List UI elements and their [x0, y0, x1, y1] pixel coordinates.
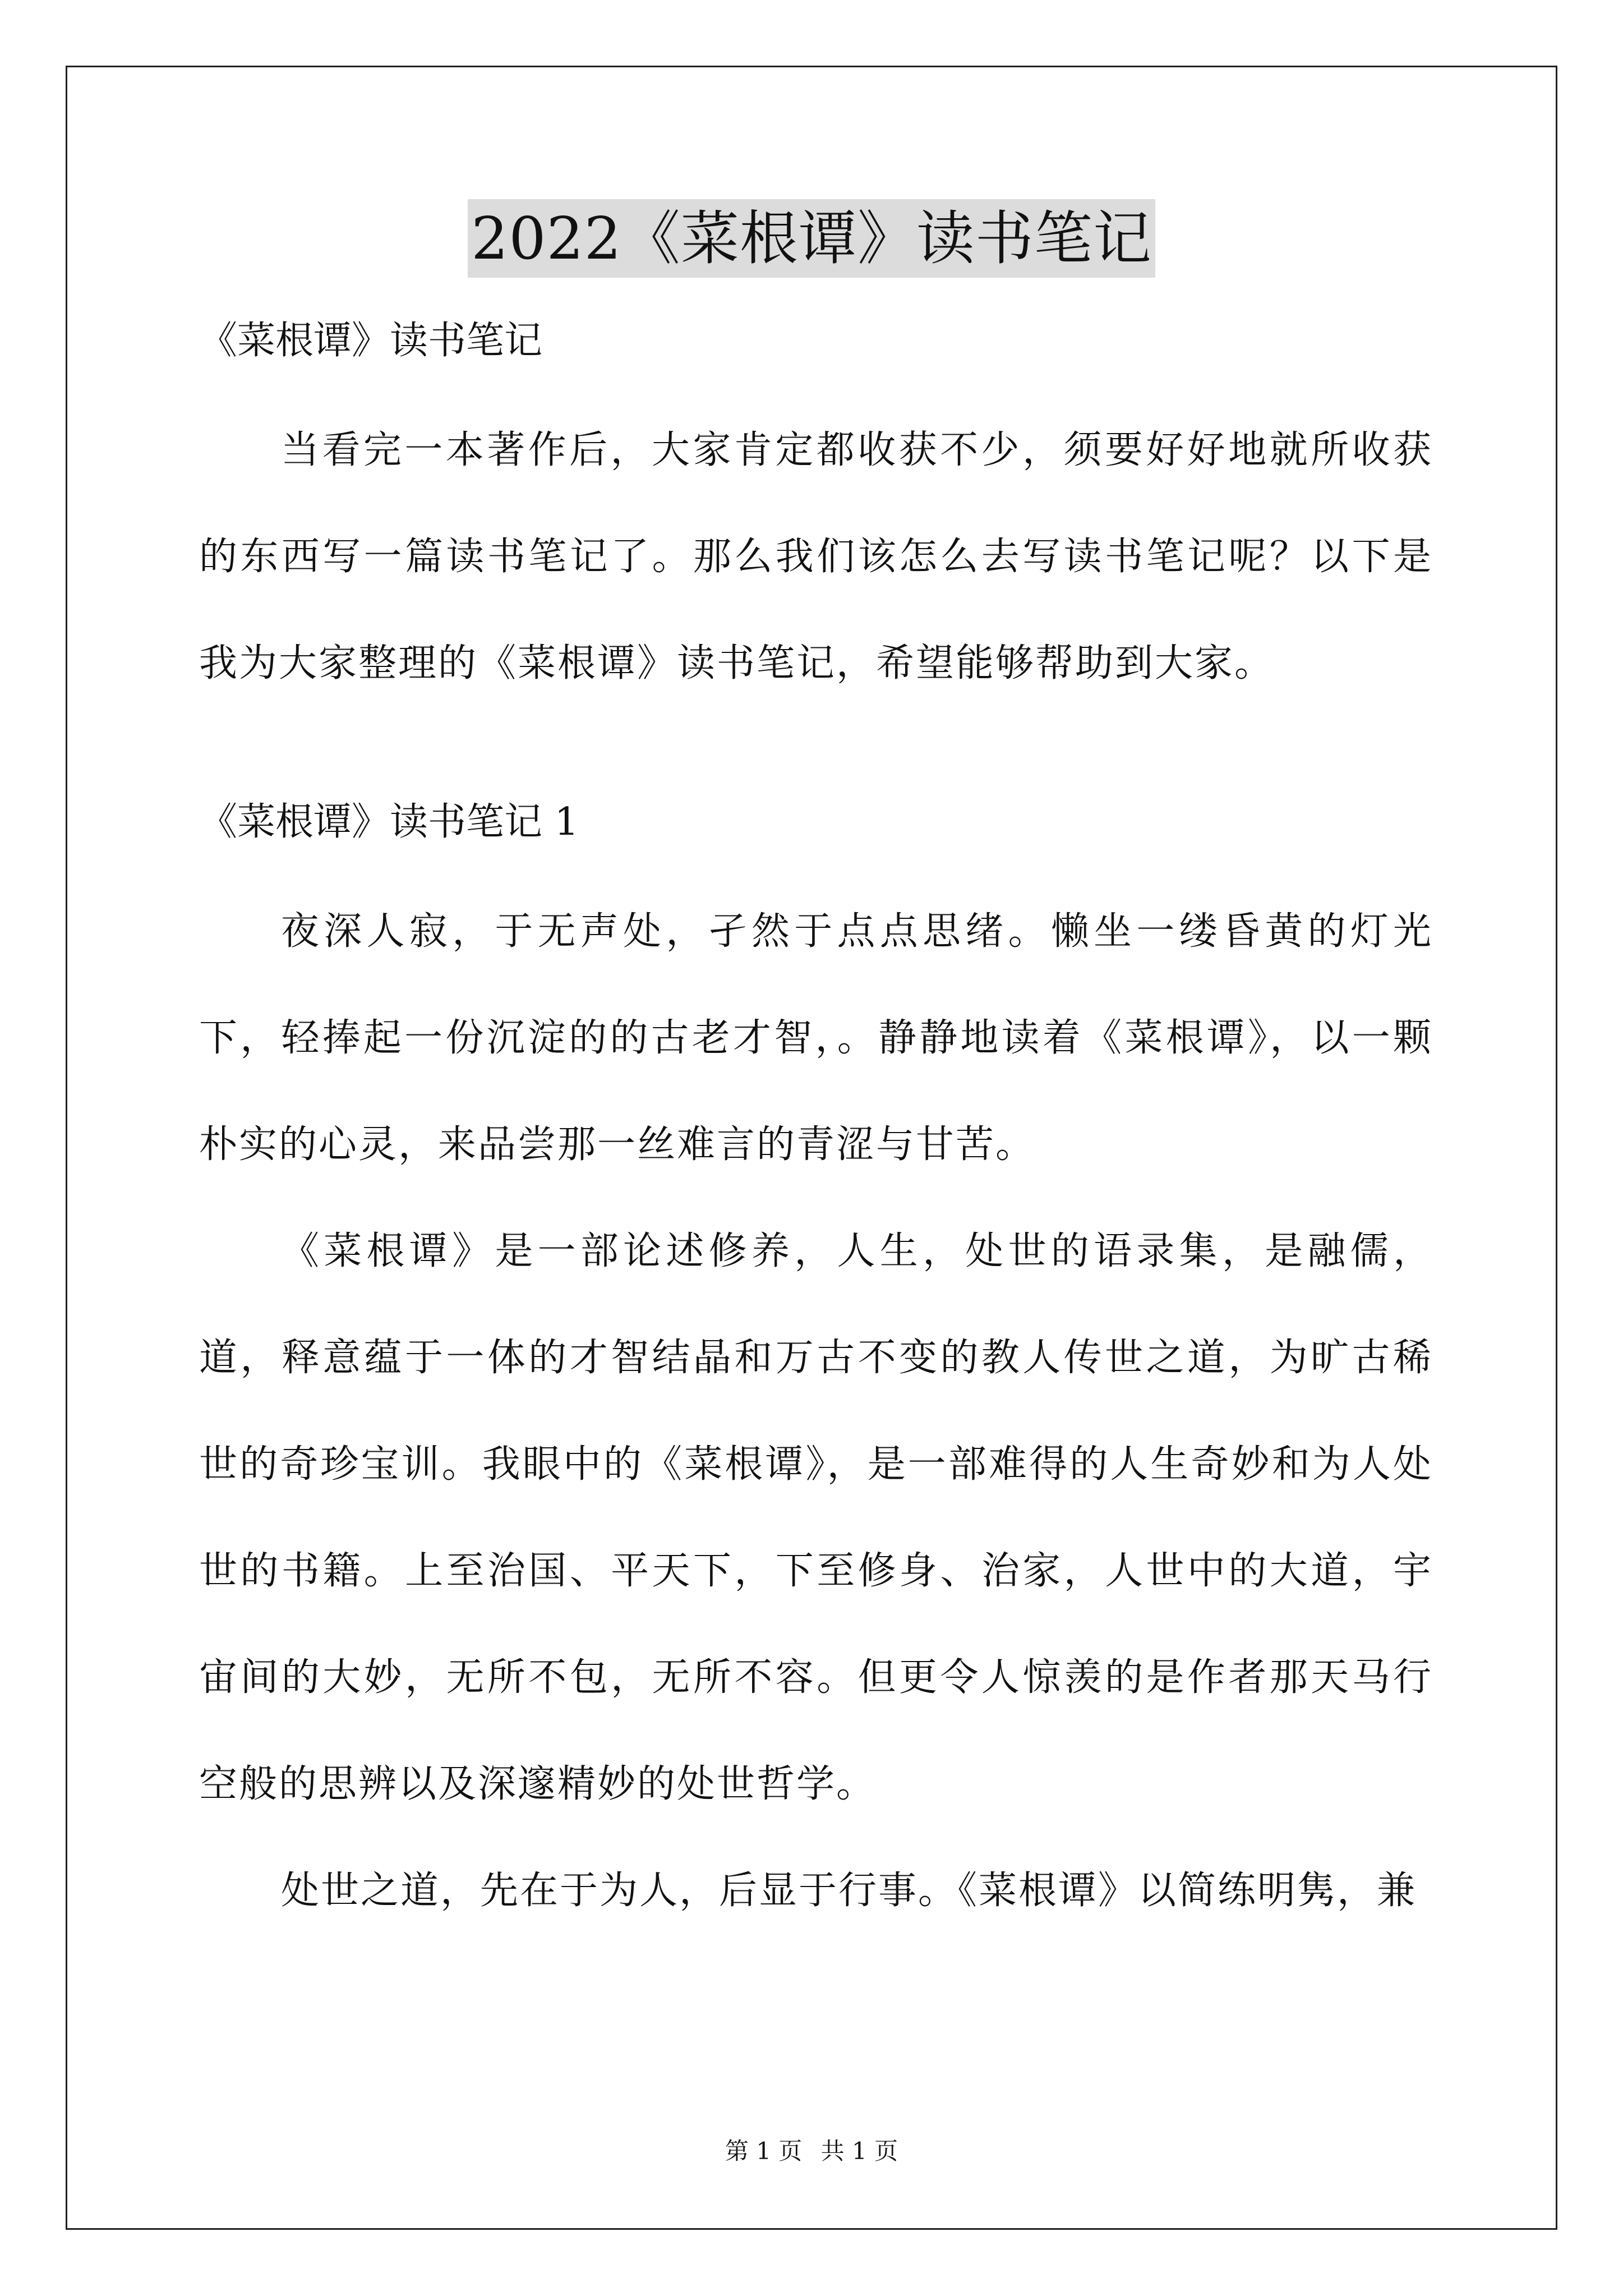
document-body: [199, 314, 1433, 1944]
paragraph-2: 《菜根谭》是一部论述修养，人生，处世的语录集，是融儒，道，释意蕴于一体的才智结晶和万古不变的教人传世之道，为旷古稀世的奇珍宝训。我眼中的《菜根谭》，是一部难得的人生奇妙和为人处世的书籍。上至治国、平天下，下至修身、治家，人世中的大道，宇宙间的大妙，无所不包，无所不容。但更令人惊羡的是作者那天马行空般的思辨以及深邃精妙的处世哲学。: [199, 1229, 1433, 1806]
paragraph-1: 夜深人寂，于无声处，孑然于点点思绪。懒坐一缕昏黄的灯光下，轻捧起一份沉淀的的古老才智，。静静地读着《菜根谭》，以一颗朴实的心灵，来品尝那一丝难言的青涩与甘苦。: [199, 909, 1433, 1167]
page-total: 共 1 页: [820, 2137, 898, 2165]
title-wrap: [0, 199, 1623, 278]
intro-paragraph: 当看完一本著作后，大家肯定都收获不少，须要好好地就所收获的东西写一篇读书笔记了。那么我们该怎么去写读书笔记呢？以下是我为大家整理的《菜根谭》读书笔记，希望能够帮助到大家。: [199, 428, 1433, 685]
page-number: 第 1 页: [725, 2137, 803, 2165]
intro-heading: 《菜根谭》读书笔记: [199, 319, 543, 363]
section-heading-1: 《菜根谭》读书笔记 1: [199, 800, 579, 844]
document-title: 2022《菜根谭》读书笔记: [468, 199, 1155, 278]
paragraph-3: 处世之道，先在于为人，后显于行事。《菜根谭》以简练明隽，兼: [281, 1869, 1417, 1913]
page-footer: [0, 2134, 1623, 2168]
